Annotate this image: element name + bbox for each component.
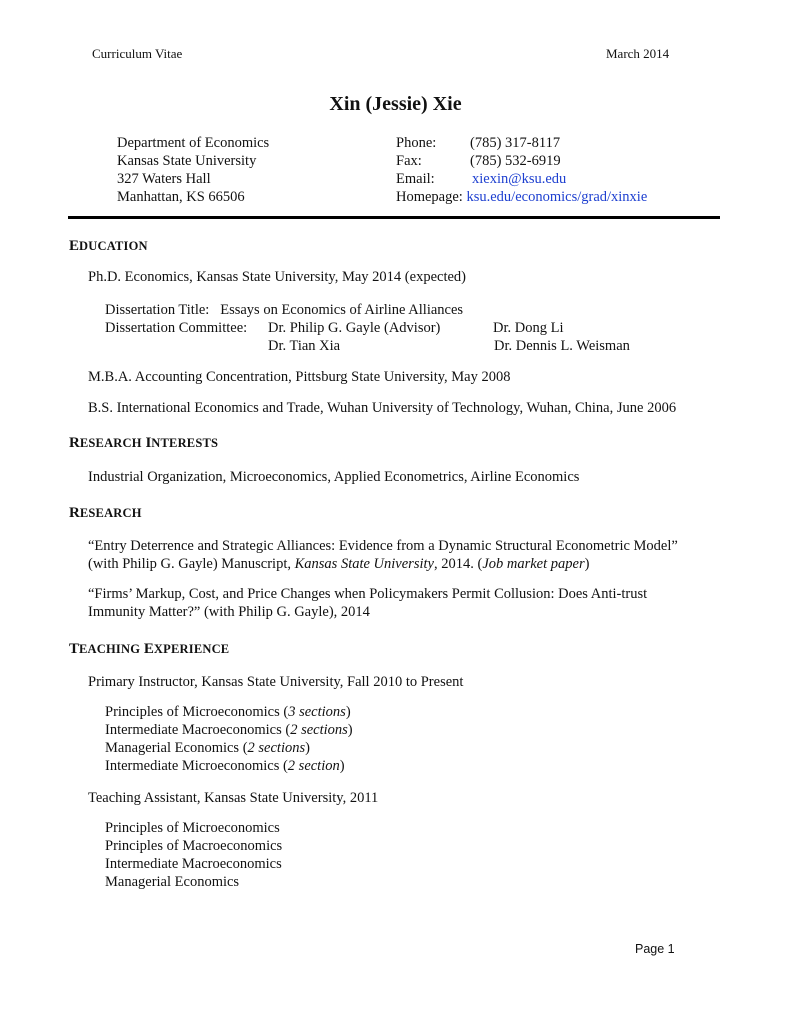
list-item: [105, 721, 353, 739]
course-close: ): [347, 722, 353, 738]
list-item: [105, 739, 353, 757]
section-initial: R: [69, 435, 80, 451]
section-title-education: [69, 238, 148, 255]
committee-member: Dr. Dong Li: [493, 320, 564, 336]
ta-course-list: [105, 819, 282, 891]
course-sections: 2 sections: [247, 740, 306, 756]
section-title-research: [69, 505, 142, 522]
section-initial: I: [145, 435, 152, 451]
dissertation-title: Essays on Economics of Airline Alliances: [220, 302, 464, 318]
list-item: [105, 757, 353, 775]
teaching-primary: Primary Instructor, Kansas State University, Fall 2010 to Present: [88, 674, 464, 690]
header-right: March 2014: [606, 46, 670, 61]
committee-label: Dissertation Committee:: [105, 320, 248, 336]
section-rest: DUCATION: [79, 239, 148, 253]
homepage-label: Homepage:: [396, 189, 463, 205]
address-line: Kansas State University: [117, 153, 257, 169]
email-link[interactable]: xiexin@ksu.edu: [472, 171, 567, 187]
section-rest: ESEARCH: [79, 506, 142, 520]
course-name: Intermediate Microeconomics (: [105, 758, 288, 774]
paper-text: , 2014. (: [433, 556, 483, 572]
course-close: ): [345, 704, 351, 720]
address-line: Department of Economics: [117, 135, 270, 151]
list-item: [105, 703, 353, 721]
course-name: Principles of Microeconomics (: [105, 704, 289, 720]
section-title-teaching: [69, 641, 229, 658]
paper-text: (with Philip G. Gayle) Manuscript,: [88, 556, 295, 572]
paper-2-line-2: Immunity Matter?” (with Philip G. Gayle), 2014: [88, 604, 370, 620]
course-name: Intermediate Macroeconomics (: [105, 722, 291, 738]
phone-value: (785) 317-8117: [470, 135, 561, 151]
header-left: Curriculum Vitae: [92, 46, 183, 61]
teaching-ta: Teaching Assistant, Kansas State University, 2011: [88, 790, 379, 806]
paper-note: Job market paper: [482, 556, 585, 572]
homepage-row: [396, 188, 647, 206]
address-line: Manhattan, KS 66506: [117, 189, 245, 205]
course-close: ): [305, 740, 310, 756]
paper-venue: Kansas State University: [294, 556, 434, 572]
dissertation-label: Dissertation Title:: [105, 302, 210, 318]
homepage-link[interactable]: ksu.edu/economics/grad/xinxie: [466, 189, 648, 205]
education-mba: M.B.A. Accounting Concentration, Pittsburg State University, May 2008: [88, 369, 511, 385]
section-initial: R: [69, 505, 80, 521]
section-title-research-interests: [69, 435, 218, 452]
contact-values: [470, 134, 566, 188]
list-item: Intermediate Macroeconomics: [105, 856, 282, 872]
header-divider: [68, 216, 720, 219]
paper-1-line-1: “Entry Deterrence and Strategic Alliances: Evidence from a Dynamic Structural Econometric Model”: [88, 538, 678, 554]
section-initial: E: [143, 641, 154, 657]
education-bs: B.S. International Economics and Trade, Wuhan University of Technology, Wuhan, China, June 2006: [88, 400, 677, 416]
course-name: Managerial Economics (: [105, 740, 248, 756]
fax-value: (785) 532-6919: [470, 153, 561, 169]
course-list: [105, 703, 353, 775]
list-item: Principles of Microeconomics: [105, 820, 280, 836]
section-initial: T: [69, 641, 80, 657]
committee-member: Dr. Philip G. Gayle (Advisor): [268, 320, 441, 336]
section-rest: ESEARCH: [79, 436, 142, 450]
course-sections: 2 sections: [290, 722, 348, 738]
dissertation-title-row: [105, 301, 463, 319]
phone-label: Phone:: [396, 135, 437, 151]
course-sections: 2 section: [287, 758, 340, 774]
paper-text: ): [584, 556, 590, 572]
list-item: Principles of Macroeconomics: [105, 838, 283, 854]
section-initial: E: [69, 238, 80, 254]
committee-member: Dr. Tian Xia: [268, 338, 341, 354]
section-rest: EACHING: [79, 642, 141, 656]
course-close: ): [339, 758, 345, 774]
email-label: Email:: [396, 171, 435, 187]
contact-labels: [396, 134, 436, 188]
fax-label: Fax:: [396, 153, 422, 169]
list-item: Managerial Economics: [105, 874, 240, 890]
section-rest: NTERESTS: [151, 436, 219, 450]
paper-2-line-1: “Firms’ Markup, Cost, and Price Changes when Policymakers Permit Collusion: Does Anti-trust: [88, 586, 648, 602]
section-rest: XPERIENCE: [153, 642, 230, 656]
course-sections: 3 sections: [288, 704, 346, 720]
research-interests-text: Industrial Organization, Microeconomics, Applied Econometrics, Airline Economics: [88, 469, 580, 485]
education-phd: Ph.D. Economics, Kansas State University, May 2014 (expected): [88, 269, 466, 285]
address-block: [117, 134, 269, 206]
page-number: Page 1: [635, 942, 675, 956]
paper-1-line-2: [88, 555, 589, 573]
page-title: Xin (Jessie) Xie: [329, 93, 462, 115]
address-line: 327 Waters Hall: [117, 171, 211, 187]
committee-member: Dr. Dennis L. Weisman: [494, 338, 630, 354]
